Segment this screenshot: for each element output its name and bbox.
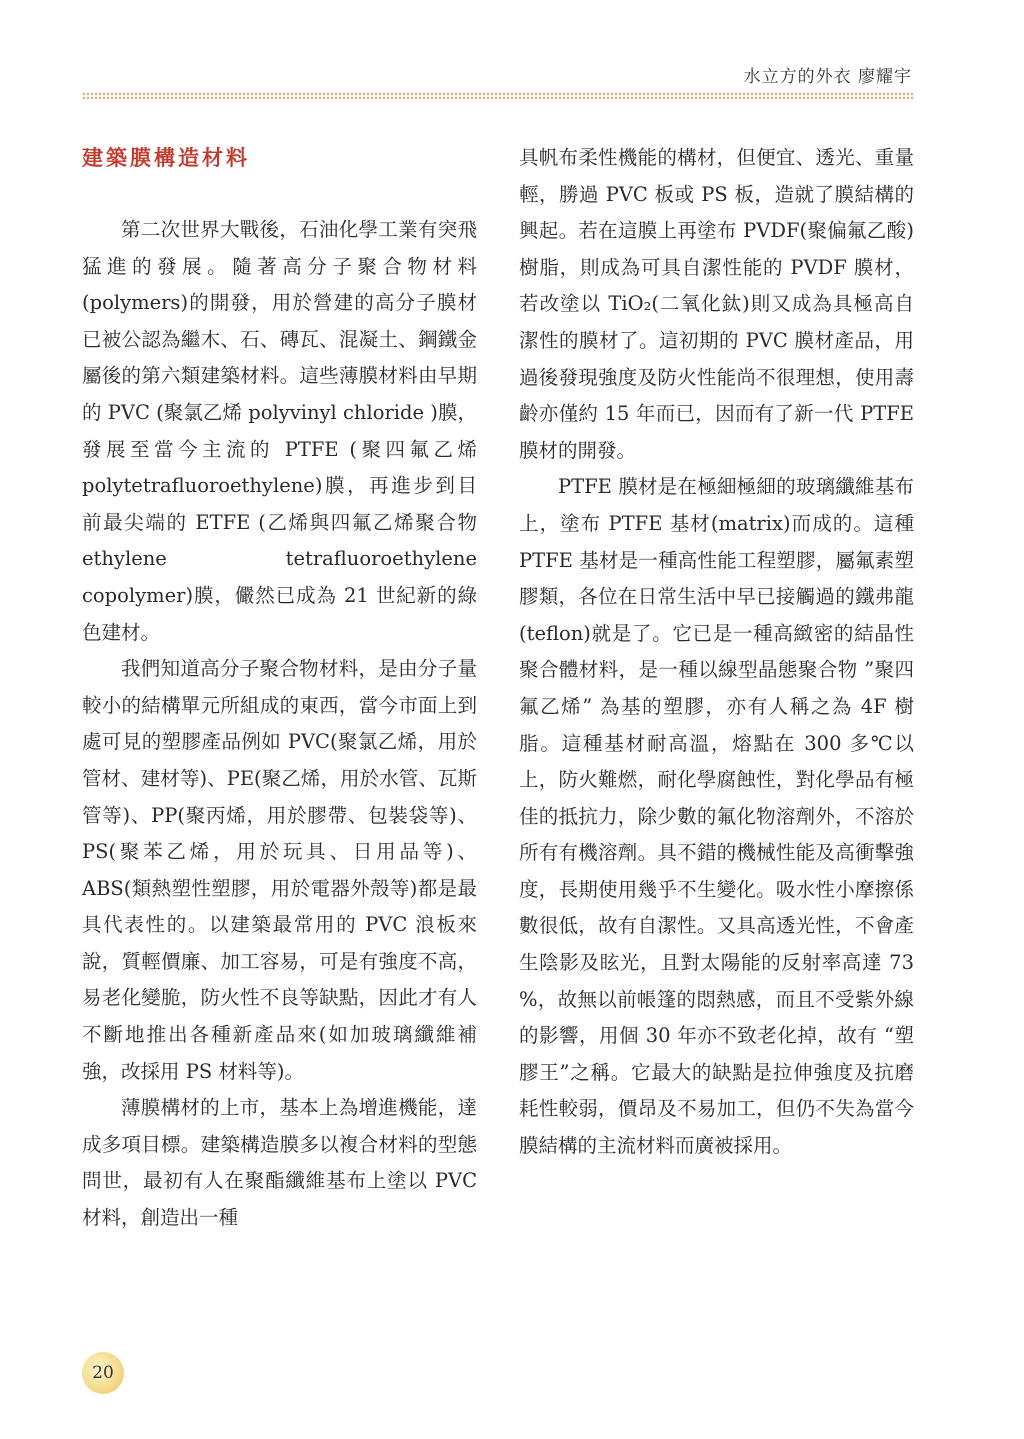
- paragraph: PTFE 膜材是在極細極細的玻璃纖維基布上，塗布 PTFE 基材(matrix)而成的。這種 PTFE 基材是一種高性能工程塑膠，屬氟素塑膠類，各位在日常生活中早已接觸過的鐵弗龍(teflon)就是了。它已是一種高緻密的結晶性聚合體材料，是一種以線型晶態聚合物 ”聚四氟乙烯” 為基的塑膠，亦有人稱之為 4F 樹脂。這種基材耐高溫，熔點在 300 多℃以上，防火難燃，耐化學腐蝕性，對化學品有極佳的抵抗力，除少數的氟化物溶劑外，不溶於所有有機溶劑。具不錯的機械性能及高衝擊強度，長期使用幾乎不生變化。吸水性小摩擦係數很低，故有自潔性。又具高透光性，不會產生陰影及眩光，且對太陽能的反射率高達 73 %，故無以前帳篷的悶熱感，而且不受紫外線的影響，用個 30 年亦不致老化掉，故有 “塑膠王”之稱。它最大的缺點是拉伸強度及抗磨耗性較弱，價昂及不易加工，但仍不失為當今膜結構的主流材料而廣被採用。: [519, 475, 914, 1158]
- running-head: 水立方的外衣 廖耀宇: [743, 67, 912, 87]
- paragraph: 具帆布柔性機能的構材，但便宜、透光、重量輕，勝過 PVC 板或 PS 板，造就了膜結構的興起。若在這膜上再塗布 PVDF(聚偏氟乙酸)樹脂，則成為可具自潔性能的 PVDF 膜材，若改塗以 TiO₂(二氧化鈦)則又成為具極高自潔性的膜材了。這初期的 PVC 膜材產品，用過後發現強度及防火性能尚不很理想，使用壽齡亦僅約 15 年而已，因而有了新一代 PTFE 膜材的開發。: [519, 146, 914, 462]
- paragraph: 我們知道高分子聚合物材料，是由分子量較小的結構單元所組成的東西，當今市面上到處可見的塑膠產品例如 PVC(聚氯乙烯，用於管材、建材等)、PE(聚乙烯，用於水管、瓦斯管等)、PP(聚丙烯，用於膠帶、包裝袋等)、PS(聚苯乙烯，用於玩具、日用品等)、ABS(類熱塑性塑膠，用於電器外殼等)都是最具代表性的。以建築最常用的 PVC 浪板來說，質輕價廉、加工容易，可是有強度不高，易老化變脆，防火性不良等缺點，因此才有人不斷地推出各種新產品來(如加玻璃纖維補強，改採用 PS 材料等)。: [82, 657, 477, 1083]
- right-column: [519, 140, 914, 1165]
- paragraph: 第二次世界大戰後，石油化學工業有突飛猛進的發展。隨著高分子聚合物材料(polymers)的開發，用於營建的高分子膜材已被公認為繼木、石、磚瓦、混凝土、鋼鐵金屬後的第六類建築材料。這些薄膜材料由早期的 PVC (聚氯乙烯 polyvinyl chloride )膜，發展至當今主流的 PTFE (聚四氟乙烯 polytetrafluoroethylene)膜，再進步到目前最尖端的 ETFE (乙烯與四氟乙烯聚合物 ethylene tetrafluoroethylene copolymer)膜，儼然已成為 21 世紀新的綠色建材。: [82, 218, 477, 644]
- left-column: [82, 140, 477, 1237]
- paragraph: 薄膜構材的上市，基本上為增進機能，達成多項目標。建築構造膜多以複合材料的型態問世，最初有人在聚酯纖維基布上塗以 PVC 材料，創造出一種: [82, 1096, 477, 1230]
- header-divider: [82, 92, 914, 101]
- section-title: 建築膜構造材料: [82, 146, 250, 170]
- page-number: 20: [82, 1352, 124, 1394]
